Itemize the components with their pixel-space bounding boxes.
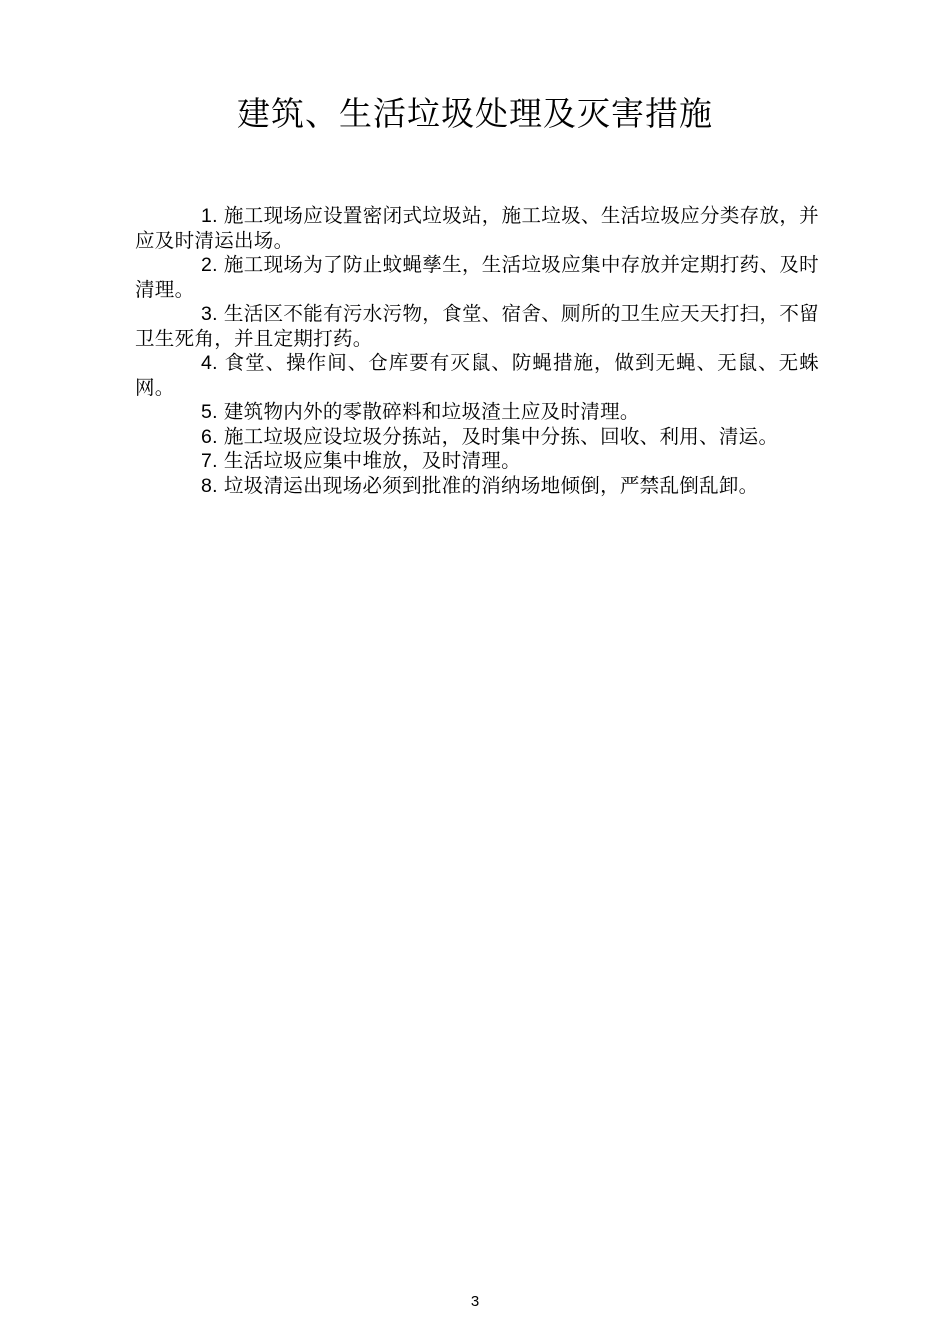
item-text: 施工现场应设置密闭式垃圾站，施工垃圾、生活垃圾应分类存放，并应及时清运出场。 (135, 204, 819, 252)
page-number: 3 (470, 1293, 480, 1310)
list-item (135, 253, 819, 302)
list-item (135, 474, 819, 499)
item-text: 建筑物内外的零散碎料和垃圾渣土应及时清理。 (223, 400, 640, 423)
list-item (135, 400, 819, 425)
item-number: 3. (201, 303, 218, 325)
item-text: 施工现场为了防止蚊蝇孳生，生活垃圾应集中存放并定期打药、及时清理。 (135, 253, 819, 301)
item-number: 4. (201, 352, 218, 374)
list-item (135, 425, 819, 450)
list-item (135, 204, 819, 253)
item-text: 食堂、操作间、仓库要有灭鼠、防蝇措施，做到无蝇、无鼠、无蛛网。 (135, 351, 819, 399)
item-number: 1. (201, 205, 218, 227)
item-number: 2. (201, 254, 218, 276)
item-text: 生活区不能有污水污物，食堂、宿舍、厕所的卫生应天天打扫，不留卫生死角，并且定期打药。 (135, 302, 819, 350)
document-body (135, 204, 819, 498)
list-item (135, 351, 819, 400)
item-text: 生活垃圾应集中堆放，及时清理。 (223, 449, 521, 472)
item-number: 7. (201, 450, 218, 472)
item-text: 垃圾清运出现场必须到批准的消纳场地倾倒，严禁乱倒乱卸。 (223, 473, 759, 497)
list-item (135, 449, 819, 474)
item-number: 8. (201, 474, 218, 497)
list-item (135, 302, 819, 351)
item-text: 施工垃圾应设垃圾分拣站，及时集中分拣、回收、利用、清运。 (223, 424, 779, 448)
document-title: 建筑、生活垃圾处理及灭害措施 (237, 94, 713, 133)
item-number: 6. (201, 425, 218, 448)
item-number: 5. (201, 401, 218, 423)
